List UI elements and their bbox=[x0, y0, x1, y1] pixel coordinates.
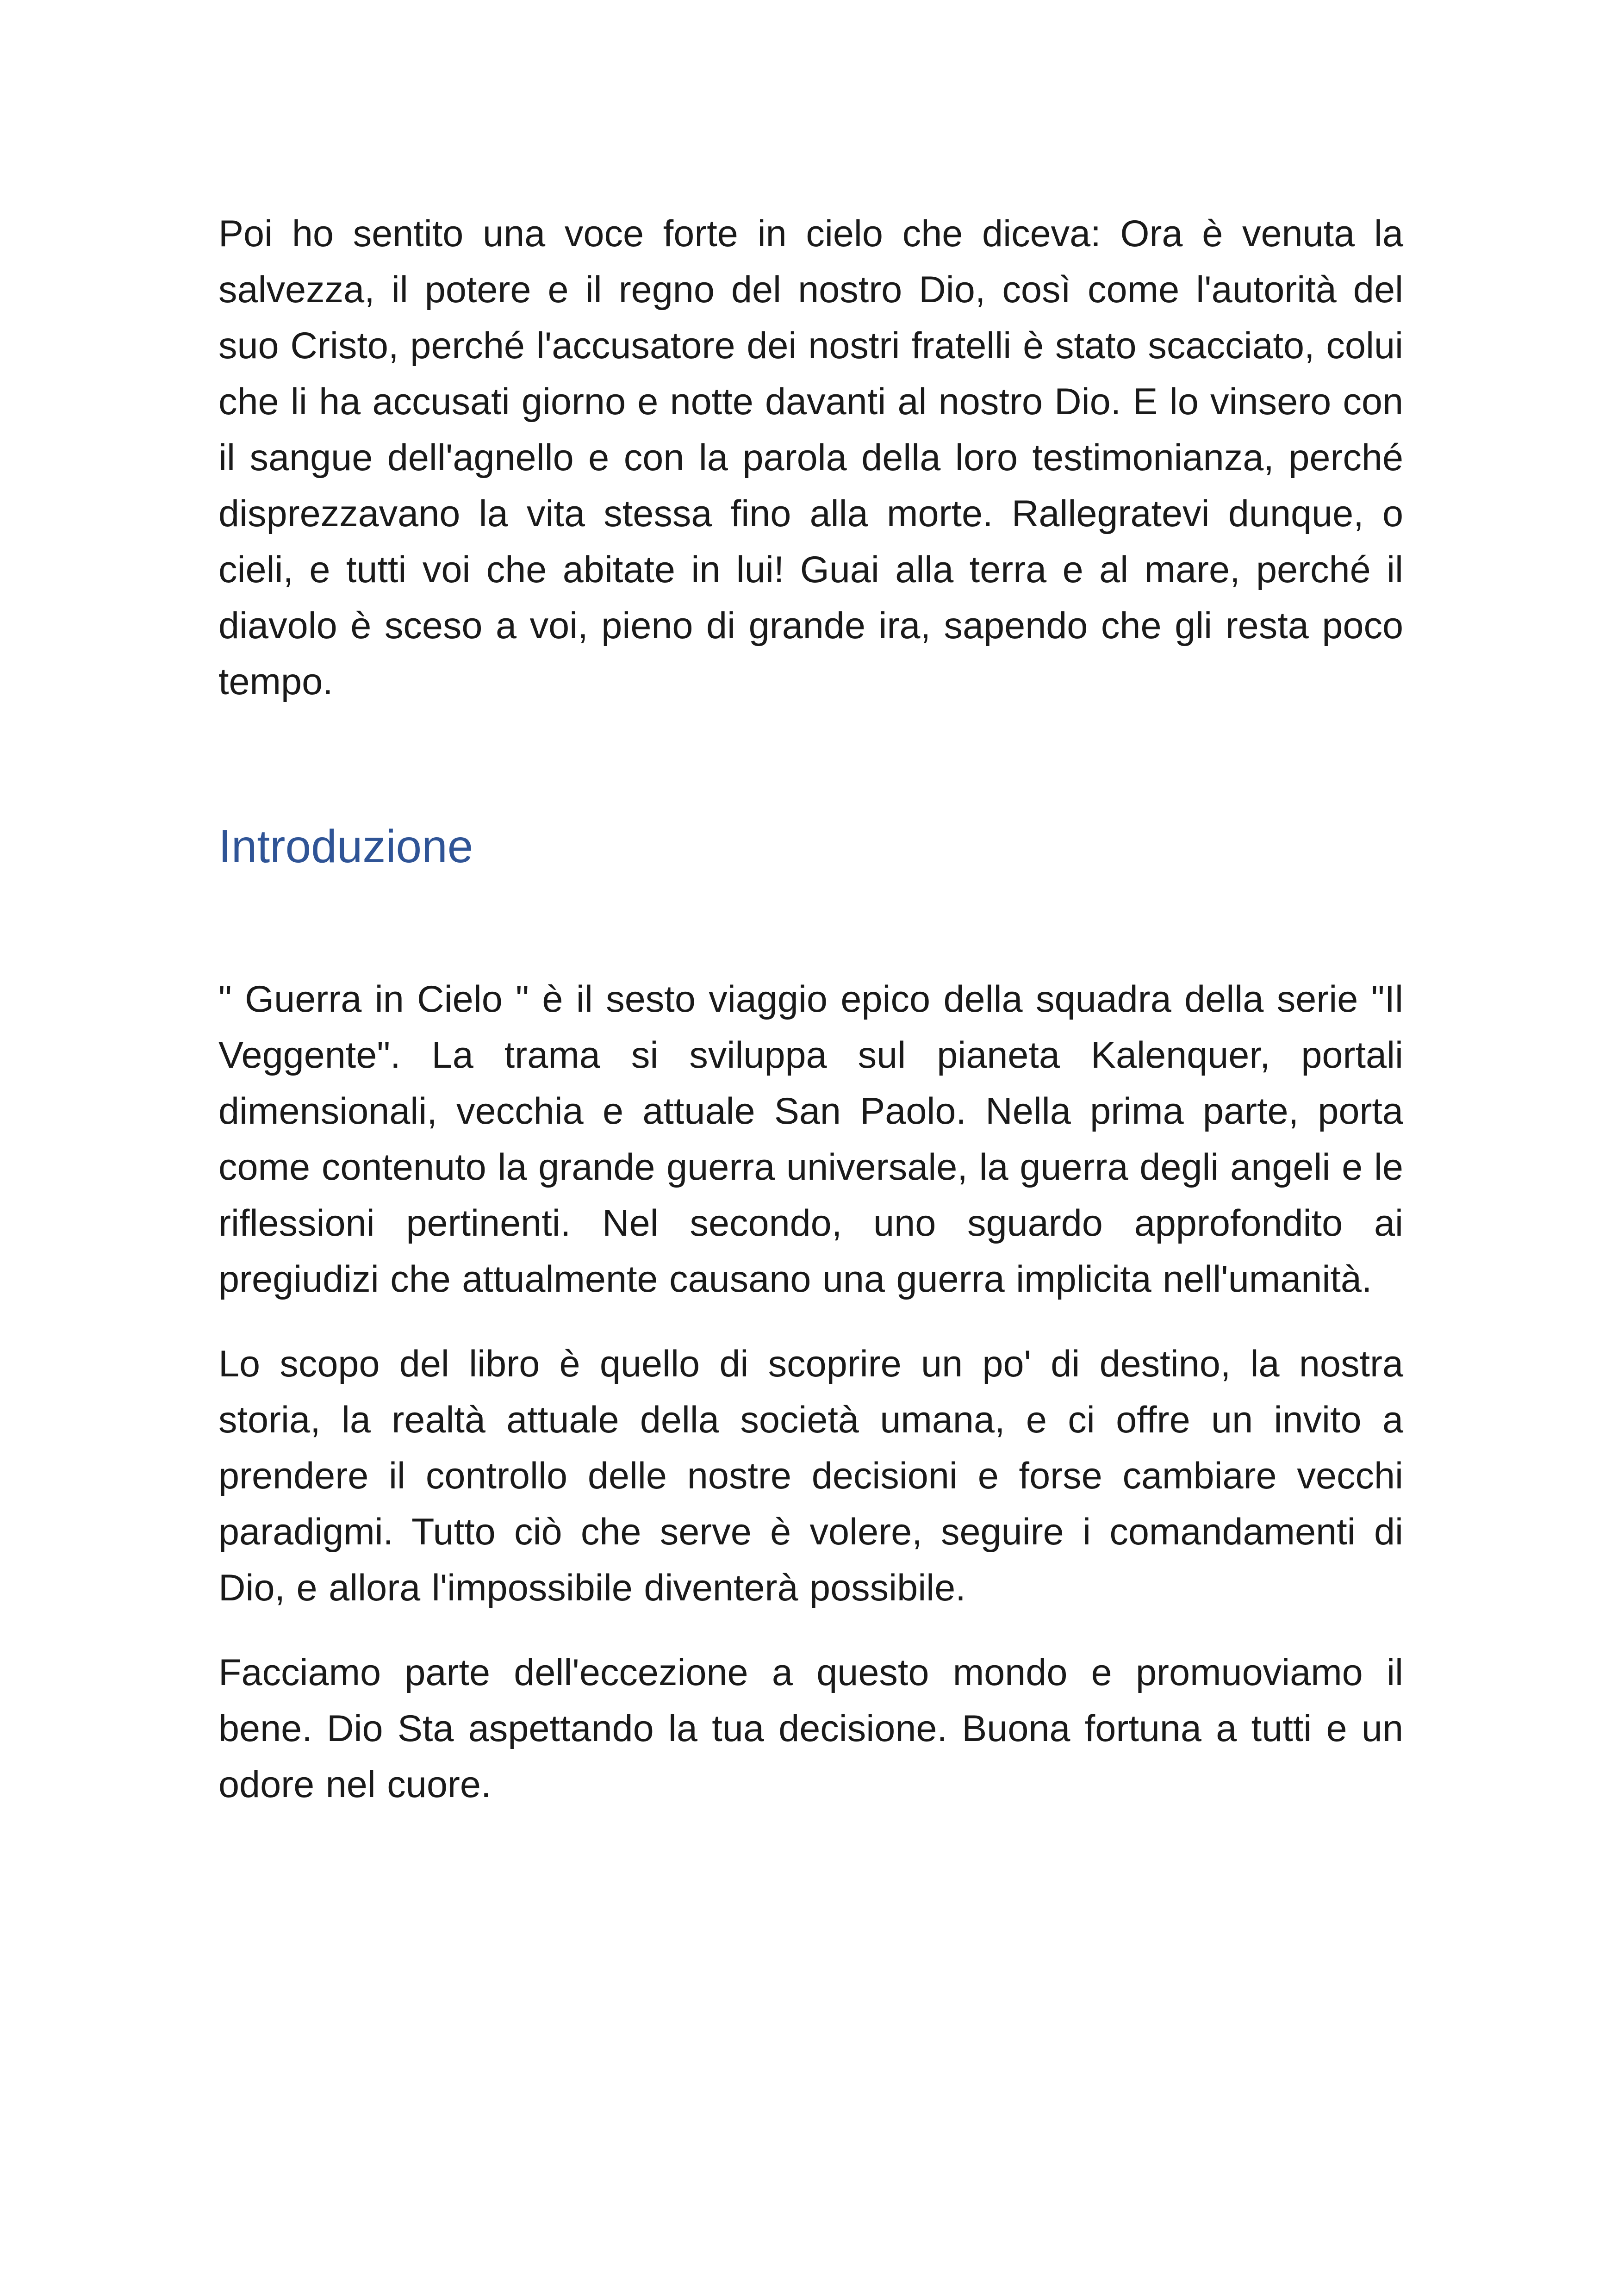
section-heading-wrap bbox=[218, 814, 1403, 879]
intro-paragraph-1: " Guerra in Cielo " è il sesto viaggio epico della squadra della serie "Il Veggente". La trama si sviluppa sul pianeta Kalenquer, portali dimensionali, vecchia e attuale San Paolo. Nella prima parte, porta come contenuto la grande guerra universale, la guerra degli angeli e le riflessioni pertinenti. Nel secondo, uno sguardo approfondito ai pregiudizi che attualmente causano una guerra implicita nell'umanità. bbox=[218, 978, 1403, 1300]
section-heading: Introduzione bbox=[218, 821, 473, 872]
page-content bbox=[218, 206, 1403, 1813]
intro-paragraph-2: Lo scopo del libro è quello di scoprire un po' di destino, la nostra storia, la realtà attuale della società umana, e ci offre un invito a prendere il controllo delle nostre decisioni e forse cambiare vecchi paradigmi. Tutto ciò che serve è volere, seguire i comandamenti di Dio, e allora l'impossibile diventerà possibile. bbox=[218, 1343, 1403, 1609]
intro-paragraph-3: Facciamo parte dell'eccezione a questo mondo e promuoviamo il bene. Dio Sta aspettando la tua decisione. Buona fortuna a tutti e un odore nel cuore. bbox=[218, 1652, 1403, 1805]
opening-paragraph: Poi ho sentito una voce forte in cielo che diceva: Ora è venuta la salvezza, il potere e il regno del nostro Dio, così come l'autorità del suo Cristo, perché l'accusatore dei nostri fratelli è stato scacciato, colui che li ha accusati giorno e notte davanti al nostro Dio. E lo vinsero con il sangue dell'agnello e con la parola della loro testimonianza, perché disprezzavano la vita stessa fino alla morte. Rallegratevi dunque, o cieli, e tutti voi che abitate in lui! Guai alla terra e al mare, perché il diavolo è sceso a voi, pieno di grande ira, sapendo che gli resta poco tempo. bbox=[218, 213, 1403, 703]
